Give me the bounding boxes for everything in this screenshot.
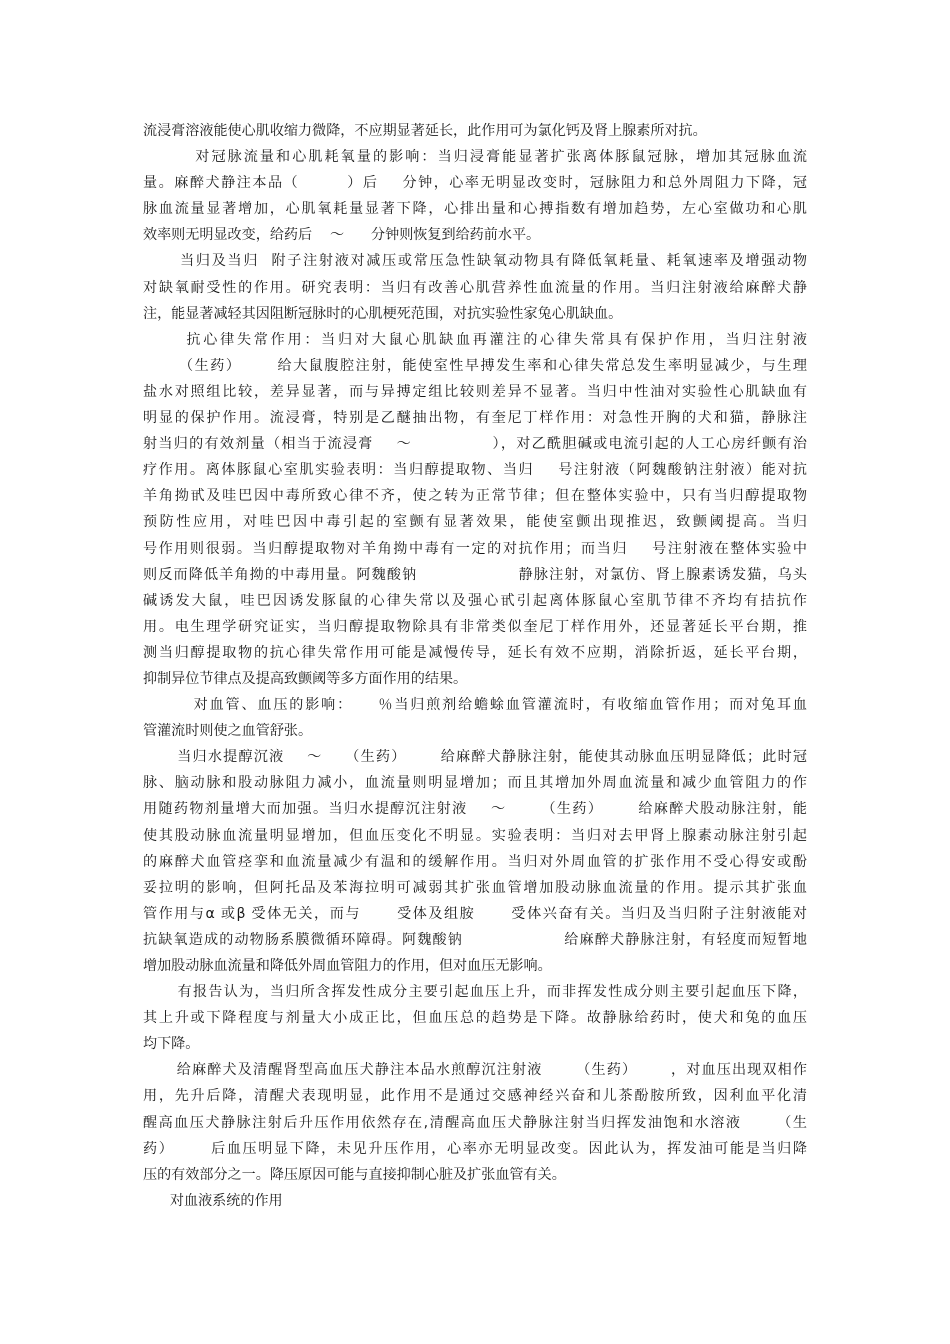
text-line: 用。电生理学研究证实，当归醇提取物除具有非常类似奎尼丁样作用外，还显著延长平台期，推: [143, 618, 807, 635]
text-line: 压的有效部分之一。降压原因可能与直接抑制心脏及扩张血管有关。: [143, 1166, 566, 1183]
text-line: 对血管、血压的影响： ％当归煎剂给蟾蜍血管灌流时，有收缩血管作用；而对兔耳血: [143, 697, 807, 714]
text-line: 脉血流量显著增加，心肌氧耗量显著下降，心排出量和心搏指数有增加趋势，左心室做功和心肌: [143, 201, 807, 218]
text-line: 给麻醉犬及清醒肾型高血压犬静注本品水煎醇沉注射液 （生药） ，对血压出现双相作: [143, 1062, 807, 1079]
paragraph: [143, 692, 807, 744]
text-line: 明显的保护作用。流浸膏，特别是乙醚抽出物，有奎尼丁样作用：对急性开胸的犬和猫，静脉注: [143, 410, 807, 427]
text-line: 注，能显著减轻其因阻断冠脉时的心肌梗死范围，对抗实验性家兔心肌缺血。: [143, 305, 623, 322]
text-line: 使其股动脉血流量明显增加，但血压变化不明显。实验表明：当归对去甲肾上腺素动脉注射引起: [143, 827, 807, 844]
text-line: 碱诱发大鼠，哇巴因诱发豚鼠的心律失常以及强心甙引起离体豚鼠心室肌节律不齐均有拮抗作: [143, 592, 807, 609]
text-line: 用随药物剂量增大而加强。当归水提醇沉注射液 ～ （生药） 给麻醉犬股动脉注射，能: [143, 801, 807, 818]
text-line: 对缺氧耐受性的作用。研究表明：当归有改善心肌营养性血流量的作用。当归注射液给麻醉犬静: [143, 279, 807, 296]
text-line: 药） 后血压明显下降，未见升压作用，心率亦无明显改变。因此认为，挥发油可能是当归降: [143, 1140, 807, 1157]
paragraph: [143, 248, 807, 326]
text-line: 均下降。: [143, 1036, 200, 1053]
paragraph: [143, 979, 807, 1057]
text-line: 管灌流时则使之血管舒张。: [143, 723, 313, 740]
text-line: 的麻醉犬血管痉挛和血流量减少有温和的缓解作用。当归对外周血管的扩张作用不受心得安或酚: [143, 853, 807, 870]
text-line: 管作用与α 或β 受体无关，而与 受体及组胺 受体兴奋有关。当归及当归附子注射液能对: [143, 905, 807, 922]
section-heading: 对血液系统的作用: [143, 1192, 283, 1209]
text-line: 流浸膏溶液能使心肌收缩力微降，不应期显著延长，此作用可为氯化钙及肾上腺素所对抗。: [143, 123, 707, 139]
text-line: 盐水对照组比较，差异显著，而与异搏定组比较则差异不显著。当归中性油对实验性心肌缺血有: [143, 383, 807, 400]
text-line: 醒高血压犬静脉注射后升压作用依然存在,清醒高血压犬静脉注射当归挥发油饱和水溶液 （生: [143, 1114, 807, 1131]
text-line: 抗缺氧造成的动物肠系膜微循环障碍。阿魏酸钠 给麻醉犬静脉注射，有轻度而短暂地: [143, 931, 807, 948]
text-line: 有报告认为，当归所含挥发性成分主要引起血压上升，而非挥发性成分则主要引起血压下降，: [143, 984, 807, 1001]
text-line: 当归及当归 附子注射液对减压或常压急性缺氧动物具有降低氧耗量、耗氧速率及增强动物: [143, 253, 807, 270]
text-line: 疗作用。离体豚鼠心室肌实验表明：当归醇提取物、当归 号注射液（阿魏酸钠注射液）能对抗: [143, 462, 807, 479]
text-line: 抗心律失常作用：当归对大鼠心肌缺血再灌注的心律失常具有保护作用，当归注射液: [143, 331, 807, 348]
text-line: 则反而降低羊角拗的中毒用量。阿魏酸钠 静脉注射，对氯仿、肾上腺素诱发猫，乌头: [143, 566, 807, 583]
text-line: 效率则无明显改变，给药后 ～ 分钟则恢复到给药前水平。: [143, 227, 541, 244]
paragraph: [143, 144, 807, 248]
text-line: 用，先升后降，清醒犬表现明显，此作用不是通过交感神经兴奋和儿茶酚胺所致，因利血平化清: [143, 1088, 807, 1105]
paragraph: [143, 744, 807, 979]
text-line: 号作用则很弱。当归醇提取物对羊角拗中毒有一定的对抗作用；而当归 号注射液在整体实验中: [143, 540, 807, 557]
text-line: 当归水提醇沉液 ～ （生药） 给麻醉犬静脉注射，能使其动脉血压明显降低；此时冠: [143, 749, 807, 766]
paragraph: [143, 1057, 807, 1187]
text-line: （生药） 给大鼠腹腔注射，能使室性早搏发生率和心律失常总发生率明显减少，与生理: [143, 357, 807, 374]
text-line: 测当归醇提取物的抗心律失常作用可能是减慢传导，延长有效不应期，消除折返，延长平台期，: [143, 644, 807, 661]
text-line: 其上升或下降程度与剂量大小成正比，但血压总的趋势是下降。故静脉给药时，使犬和兔的血压: [143, 1010, 807, 1027]
text-line: 脉、脑动脉和股动脉阻力减小，血流量则明显增加；而且其增加外周血流量和减少血管阻力的作: [143, 775, 807, 792]
document-body: [143, 118, 807, 1214]
text-line: 预防性应用，对哇巴因中毒引起的室颤有显著效果，能使室颤出现推迟，致颤阈提高。当归: [143, 514, 807, 531]
text-line: 量。麻醉犬静注本品（ ）后 分钟，心率无明显改变时，冠脉阻力和总外周阻力下降，冠: [143, 175, 807, 192]
text-line: 羊角拗甙及哇巴因中毒所致心律不齐，使之转为正常节律；但在整体实验中，只有当归醇提取物: [143, 488, 807, 505]
text-line: 对冠脉流量和心肌耗氧量的影响：当归浸膏能显著扩张离体豚鼠冠脉，增加其冠脉血流: [143, 149, 807, 166]
paragraph: [143, 118, 807, 144]
paragraph: [143, 327, 807, 692]
text-line: 射当归的有效剂量（相当于流浸膏 ～ ），对乙酰胆碱或电流引起的人工心房纤颤有治: [143, 436, 807, 453]
text-line: 抑制异位节律点及提高致颤阈等多方面作用的结果。: [143, 670, 468, 687]
text-line: 妥拉明的影响，但阿托品及苯海拉明可减弱其扩张血管增加股动脉血流量的作用。提示其扩张血: [143, 879, 807, 896]
text-line: 增加股动脉血流量和降低外周血管阻力的作用，但对血压无影响。: [143, 958, 552, 974]
